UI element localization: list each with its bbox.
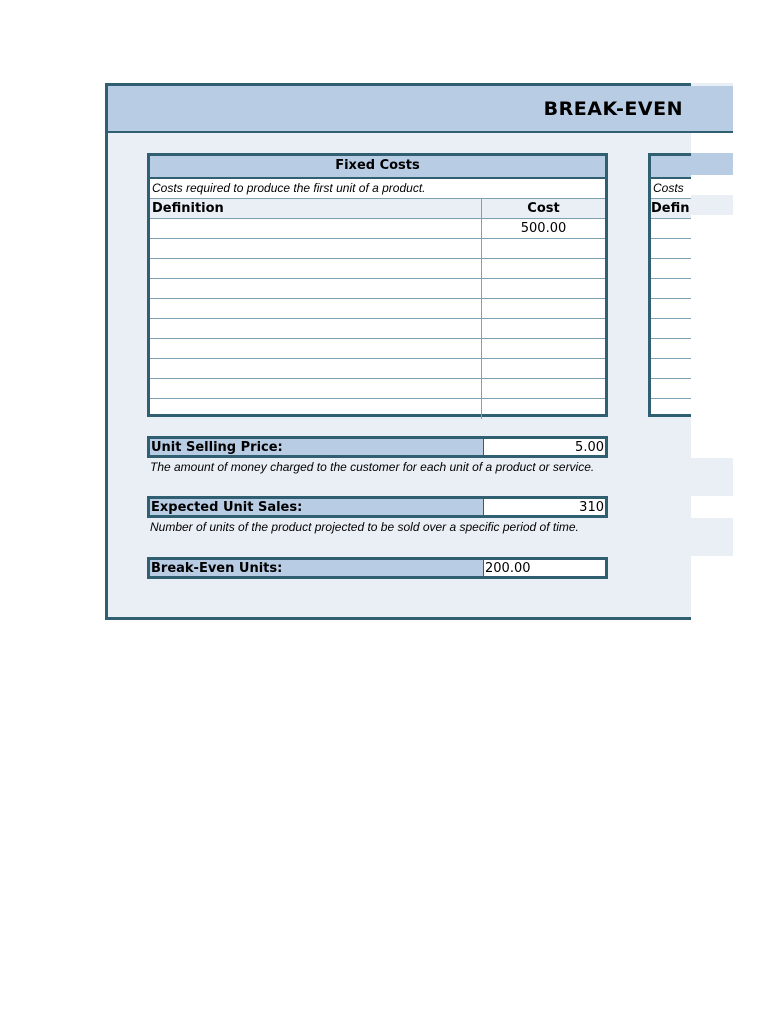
definition-cell[interactable] <box>150 339 482 358</box>
cost-cell[interactable]: 500.00 <box>520 221 567 236</box>
expected-unit-sales-note: Number of units of the product projected to be sold over a specific period of time. <box>150 520 579 534</box>
title-bar <box>108 86 733 133</box>
second-table-columns-extension <box>691 195 733 215</box>
table-row <box>150 359 605 379</box>
definition-cell[interactable] <box>150 259 482 278</box>
definition-cell[interactable] <box>150 239 482 258</box>
cost-cell[interactable] <box>482 339 605 358</box>
definition-cell[interactable] <box>150 299 482 318</box>
table-row[interactable] <box>651 299 691 319</box>
definition-cell[interactable] <box>150 359 482 378</box>
table-row[interactable] <box>651 399 691 417</box>
unit-selling-price-row <box>147 436 608 458</box>
cost-cell[interactable] <box>482 319 605 338</box>
fixed-costs-description: Costs required to produce the first unit of a product. <box>150 179 605 199</box>
unit-selling-price-note: The amount of money charged to the customer for each unit of a product or service. <box>150 460 595 474</box>
table-row[interactable] <box>651 219 691 239</box>
expected-unit-sales-row <box>147 496 608 518</box>
table-row <box>150 259 605 279</box>
page-title: BREAK-EVEN <box>543 98 683 120</box>
second-table-description: Costs <box>651 179 691 199</box>
definition-column-header: Definition <box>150 199 482 218</box>
unit-selling-price-label: Unit Selling Price: <box>150 439 484 455</box>
right-edge-band <box>691 458 733 496</box>
right-edge-band <box>691 518 733 556</box>
second-table-definition-header: Defin <box>651 199 691 219</box>
fixed-costs-table <box>147 153 608 417</box>
table-row <box>150 219 605 239</box>
second-table-header <box>651 156 691 179</box>
table-row[interactable] <box>651 339 691 359</box>
table-row <box>150 399 605 419</box>
break-even-units-row <box>147 557 608 579</box>
definition-cell[interactable] <box>150 279 482 298</box>
cost-cell[interactable] <box>482 399 605 419</box>
break-even-units-label: Break-Even Units: <box>150 560 484 576</box>
table-row <box>150 239 605 259</box>
table-row[interactable] <box>651 259 691 279</box>
cost-cell[interactable] <box>482 279 605 298</box>
definition-cell[interactable] <box>150 379 482 398</box>
expected-unit-sales-input[interactable]: 310 <box>484 499 605 515</box>
table-row[interactable] <box>651 239 691 259</box>
definition-cell[interactable] <box>150 219 482 238</box>
definition-cell[interactable] <box>150 399 482 419</box>
table-row <box>150 299 605 319</box>
break-even-units-value: 200.00 <box>484 560 605 576</box>
cost-column-header: Cost <box>527 201 560 216</box>
table-row <box>150 339 605 359</box>
second-costs-table <box>648 153 691 417</box>
cost-cell[interactable] <box>482 239 605 258</box>
cost-cell[interactable] <box>482 359 605 378</box>
table-row <box>150 379 605 399</box>
table-row[interactable] <box>651 379 691 399</box>
cost-cell[interactable] <box>482 259 605 278</box>
table-row <box>150 279 605 299</box>
unit-selling-price-input[interactable]: 5.00 <box>484 439 605 455</box>
second-table-header-extension <box>691 153 733 175</box>
cost-cell[interactable] <box>482 379 605 398</box>
table-row <box>150 319 605 339</box>
definition-cell[interactable] <box>150 319 482 338</box>
table-row[interactable] <box>651 279 691 299</box>
cost-cell[interactable] <box>482 299 605 318</box>
table-row[interactable] <box>651 359 691 379</box>
fixed-costs-column-headers <box>150 199 605 219</box>
fixed-costs-header: Fixed Costs <box>150 156 605 179</box>
table-row[interactable] <box>651 319 691 339</box>
expected-unit-sales-label: Expected Unit Sales: <box>150 499 484 515</box>
